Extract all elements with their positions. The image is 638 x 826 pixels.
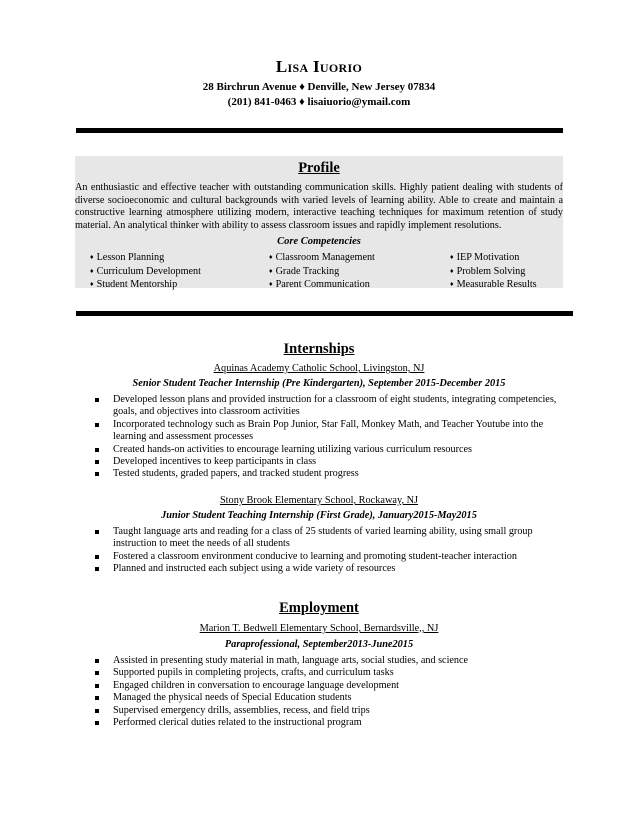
competencies-column-1	[90, 251, 201, 292]
list-item: Managed the physical needs of Special Education students	[95, 692, 565, 704]
square-bullet-icon	[95, 460, 99, 464]
diamond-bullet-icon: ♦	[90, 253, 94, 261]
internship-2-organization: Stony Brook Elementary School, Rockaway, NJ	[219, 495, 419, 506]
employment-1-organization: Marion T. Bedwell Elementary School, Bernardsville,, NJ	[199, 623, 439, 634]
list-item: Developed lesson plans and provided instruction for a classroom of eight students, integrating competencies, goals, and objectives into classroom activities	[95, 394, 565, 419]
list-item: Planned and instructed each subject using a wide variety of resources	[95, 563, 565, 575]
square-bullet-icon	[95, 684, 99, 688]
competency-item: ♦ Grade Tracking	[269, 265, 340, 277]
applicant-name: Lisa Iuorio	[275, 57, 363, 76]
diamond-bullet-icon: ♦	[450, 253, 454, 261]
diamond-bullet-icon: ♦	[90, 280, 94, 288]
square-bullet-icon	[95, 709, 99, 713]
internship-2-bullets	[95, 526, 565, 576]
competency-item: ♦ Curriculum Development	[90, 265, 201, 277]
square-bullet-icon	[95, 530, 99, 534]
header-divider	[76, 128, 563, 133]
address-line: 28 Birchrun Avenue ♦ Denville, New Jersey 07834	[202, 81, 436, 93]
competency-item: ♦ Parent Communication	[269, 279, 370, 290]
internship-1-role: Senior Student Teacher Internship (Pre Kindergarten), September 2015-December 2015	[132, 378, 506, 389]
list-item: Performed clerical duties related to the instructional program	[95, 717, 565, 729]
list-item: Incorporated technology such as Brain Pop Junior, Star Fall, Monkey Math, and Teacher Youtube into the learning and assessment processes	[95, 419, 565, 444]
competency-item: ♦ Classroom Management	[269, 252, 375, 263]
diamond-bullet-icon: ♦	[269, 266, 273, 275]
competency-item: ♦ IEP Motivation	[450, 252, 520, 263]
list-item: Created hands-on activities to encourage learning utilizing various curriculum resources	[95, 444, 565, 456]
square-bullet-icon	[95, 721, 99, 725]
square-bullet-icon	[95, 448, 99, 452]
square-bullet-icon	[95, 423, 99, 427]
profile-summary: An enthusiastic and effective teacher with outstanding communication skills. Highly patient dealing with students of diverse socioeconomic and cultural backgrounds with varied levels of learning ability. Able to create and maintain a constructive learning atmosphere utilizing modern, interactive teaching techniques for maximum retention of study material. An analytical thinker with ability to assess classroom issues and rapidly implement resolutions.	[75, 182, 563, 231]
competency-item: ♦ Measurable Results	[450, 279, 537, 290]
square-bullet-icon	[95, 555, 99, 559]
square-bullet-icon	[95, 696, 99, 700]
square-bullet-icon	[95, 659, 99, 663]
list-item: Supervised emergency drills, assemblies, recess, and field trips	[95, 705, 565, 717]
employment-1-role: Paraprofessional, September2013-June2015	[224, 639, 414, 650]
list-item: Taught language arts and reading for a class of 25 students of varied learning ability, using small group instruction to meet the needs of all students	[95, 526, 565, 551]
employment-heading: Employment	[279, 600, 359, 616]
square-bullet-icon	[95, 398, 99, 402]
competencies-column-3	[450, 251, 537, 292]
diamond-bullet-icon: ♦	[450, 280, 454, 288]
internship-2-role: Junior Student Teaching Internship (First Grade), January2015-May2015	[161, 510, 477, 521]
internship-1-organization: Aquinas Academy Catholic School, Livingston, NJ	[213, 363, 425, 374]
competency-item: ♦ Student Mentorship	[90, 279, 178, 290]
square-bullet-icon	[95, 567, 99, 571]
competency-item: ♦ Lesson Planning	[90, 252, 165, 263]
competencies-column-2	[269, 251, 375, 292]
phone-email-line: (201) 841-0463 ♦ lisaiuorio@ymail.com	[227, 96, 411, 108]
list-item: Engaged children in conversation to encourage language development	[95, 680, 565, 692]
employment-1-bullets	[95, 655, 565, 729]
competency-item: ♦ Problem Solving	[450, 265, 526, 277]
core-competencies-heading: Core Competencies	[277, 236, 361, 247]
square-bullet-icon	[95, 472, 99, 476]
list-item: Supported pupils in completing projects, crafts, and curriculum tasks	[95, 667, 565, 679]
diamond-bullet-icon: ♦	[90, 266, 94, 275]
diamond-bullet-icon: ♦	[450, 266, 454, 275]
list-item: Fostered a classroom environment conducive to learning and promoting student-teacher interaction	[95, 551, 565, 563]
profile-divider	[76, 311, 573, 316]
list-item: Tested students, graded papers, and tracked student progress	[95, 468, 565, 480]
list-item: Developed incentives to keep participants in class	[95, 456, 565, 468]
diamond-bullet-icon: ♦	[269, 280, 273, 288]
internship-1-bullets	[95, 394, 565, 481]
diamond-bullet-icon: ♦	[269, 253, 273, 261]
internships-heading: Internships	[283, 341, 355, 357]
list-item: Assisted in presenting study material in math, language arts, social studies, and science	[95, 655, 565, 667]
profile-heading: Profile	[298, 160, 340, 176]
square-bullet-icon	[95, 671, 99, 675]
